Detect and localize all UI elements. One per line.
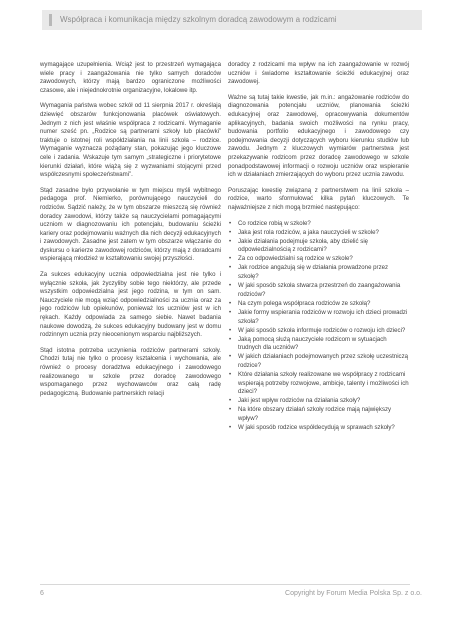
questions-list: [228, 220, 409, 433]
list-item: [228, 282, 409, 299]
paragraph: Ważne są tutaj takie kwestie, jak m.in.: angażowanie rodziców do diagnozowania potencjału uczniów, planowania ścieżki edukacyjnej oraz zawodowej, opracowywania dokumentów aplikacyjnych, badania swoich możliwości na rynku pracy, budowania portfolio edukacyjnego i zawodowego czy podejmowania decyzji dotyczących wyboru kierunku studiów lub zawodu. Jednym z kluczowych wymiarów partnerstwa jest przekazywanie rodzicom przez doradcę zawodowego w szkole ponadpodstawowej informacji o rozwoju uczniów oraz wspieranie ich w działaniach zmierzających do wyboru przez ucznia zawodu.: [228, 93, 409, 179]
list-item-text: Jaki jest wpływ rodziców na działania szkoły?: [238, 397, 361, 405]
list-item: [228, 353, 409, 370]
paragraph: Poruszając kwestię związaną z partnerstwem na linii szkoła – rodzice, warto sformułować kilka pytań kluczowych. Te najważniejsze z nich mogą brzmieć następująco:: [228, 186, 409, 211]
paragraph: Stąd zasadne było przywołanie w tym miejscu myśli wybitnego pedagoga prof. Niemierko, porównującego nauczycieli do rodziców. Sądzić należy, że w tym obszarze mieszczą się również doradcy zawodowi, którzy także są nauczycielami pomagającymi uczniom w diagnozowaniu ich potencjału, budowaniu ścieżki kariery oraz podejmowaniu ważnych dla nich decyzji edukacyjnych i zawodowych. Zasadne jest zatem w tym obszarze włączanie do dyskursu o karierze zawodowej rodziców, którzy mają z doradcami wspierającą młodzież w kształtowaniu swojej przyszłości.: [40, 186, 221, 263]
list-item: [228, 371, 409, 397]
list-item: [228, 327, 409, 336]
paragraph: doradcy z rodzicami ma wpływ na ich zaangażowanie w rozwój uczniów i świadome kształtowanie ścieżki edukacyjnej oraz zawodowej.: [228, 61, 409, 86]
list-item-text: Jaką pomocą służą nauczyciele rodzicom w sytuacjach trudnych dla uczniów?: [238, 335, 387, 352]
page-number: 6: [40, 590, 44, 597]
list-item-text: Za co odpowiedzialni są rodzice w szkole?: [238, 255, 353, 263]
paragraph: Stąd istotna potrzeba uczynienia rodziców partnerami szkoły. Chodzi tutaj nie tylko o procesy kształcenia i wychowania, ale również o procesy doradztwa edukacyjnego i zawodowego realizowanego w szkole przez doradcę zawodowego wspomaganego przez wychowawców oraz całą radę pedagogiczną. Budowanie partnerskich relacji: [40, 346, 221, 397]
bullet-icon: •: [229, 265, 232, 272]
bullet-icon: •: [229, 372, 232, 379]
bullet-icon: •: [229, 238, 232, 245]
bullet-icon: •: [229, 309, 232, 316]
bullet-icon: •: [229, 220, 232, 227]
left-column: [40, 61, 221, 405]
list-item: [228, 309, 409, 326]
header-accent-bar: [49, 14, 52, 26]
list-item: [228, 424, 409, 433]
list-item-text: W jaki sposób szkoła informuje rodziców o rozwoju ich dzieci?: [238, 326, 406, 334]
list-item: [228, 229, 409, 238]
bullet-icon: •: [229, 336, 232, 343]
footer-divider: [40, 584, 410, 585]
list-item: [228, 397, 409, 406]
bullet-icon: •: [229, 425, 232, 432]
list-item-text: Które działania szkoły realizowane we współpracy z rodzicami wspierają potrzeby rozwojowe, ambicje, talenty i możliwości ich dzieci?: [238, 371, 409, 396]
bullet-icon: •: [229, 407, 232, 414]
list-item-text: Jak rodzice angażują się w działania prowadzone przez szkołę?: [238, 264, 389, 281]
list-item: [228, 220, 409, 229]
bullet-icon: •: [229, 229, 232, 236]
list-item-text: W jakich działaniach podejmowanych przez szkołę uczestniczą rodzice?: [238, 353, 409, 369]
header-title: Współpraca i komunikacja między szkolnym doradcą zawodowym a rodzicami: [60, 15, 337, 24]
bullet-icon: •: [229, 283, 232, 290]
list-item-text: Jakie działania podejmuje szkoła, aby dzielić się odpowiedzialnością z rodzicami?: [238, 237, 369, 254]
list-item-text: W jaki sposób szkoła stwarza przestrzeń do zaangażowania rodziców?: [238, 282, 401, 298]
list-item-text: Co rodzice robią w szkole?: [238, 219, 311, 227]
bullet-icon: •: [229, 327, 232, 334]
list-item: [228, 264, 409, 281]
list-item: [228, 255, 409, 264]
list-item-text: Na które obszary działań szkoły rodzice mają największy wpływ?: [238, 406, 392, 423]
running-header: [42, 10, 422, 30]
list-item-text: Jakie formy wspierania rodziców w rozwoju ich dzieci prowadzi szkoła?: [238, 308, 408, 325]
bullet-icon: •: [229, 354, 232, 361]
list-item: [228, 336, 409, 353]
list-item: [228, 300, 409, 309]
bullet-icon: •: [229, 300, 232, 307]
right-column: [228, 61, 409, 433]
list-item-text: Na czym polega współpraca rodziców ze szkołą?: [238, 299, 371, 307]
list-item-text: W jaki sposób rodzice współdecydują w sprawach szkoły?: [238, 424, 395, 432]
list-item: [228, 238, 409, 255]
paragraph: Wymagania państwa wobec szkół od 11 sierpnia 2017 r. określają dziewięć obszarów funkcjonowania placówek oświatowych. Jednym z nich jest właśnie współpraca z rodzicami. Wymaganie numer sześć pn. „Rodzice są partnerami szkoły lub placówki” traktuje o istotnej roli współdziałania na linii szkoła – rodzice. Wymaganie wyznacza pożądany stan, pokazując jego kluczowe cele i zadania. Wskazuje tym samym „strategiczne i priorytetowe kierunki działań, które wiążą się z wyzwaniami stojącymi przed współczesnymi społeczeństwami”.: [40, 102, 221, 179]
list-item-text: Jaka jest rola rodziców, a jaka nauczycieli w szkole?: [238, 228, 379, 236]
bullet-icon: •: [229, 398, 232, 405]
paragraph: Za sukces edukacyjny ucznia odpowiedzialna jest nie tylko i wyłącznie szkoła, jak życzyliby sobie tego niektórzy, ale przede wszystkim odpowiedzialna jest jego rodzina, w tym on sam. Nauczyciele nie mogą wziąć odpowiedzialności za ucznia oraz za jego rodziców lub opiekunów, ponieważ los uczniów jest w ich rękach. Każdy odpowiada za samego siebie. Nawet badania naukowe dowodzą, że sukces edukacyjny budowany jest w domu rodzinnym ucznia przy nieocenionym wsparciu najbliższych.: [40, 271, 221, 339]
paragraph: wymagające uzupełnienia. Wciąż jest to przestrzeń wymagająca wiele pracy i zaangażowania nie tylko samych doradców zawodowych, którzy mają bardzo ograniczone możliwości czasowe, ale i niejednokrotnie organizacyjne, lokalowe itp.: [40, 61, 221, 94]
bullet-icon: •: [229, 256, 232, 263]
list-item: [228, 406, 409, 423]
copyright-notice: Copyright by Forum Media Polska Sp. z o.o.: [285, 590, 422, 597]
